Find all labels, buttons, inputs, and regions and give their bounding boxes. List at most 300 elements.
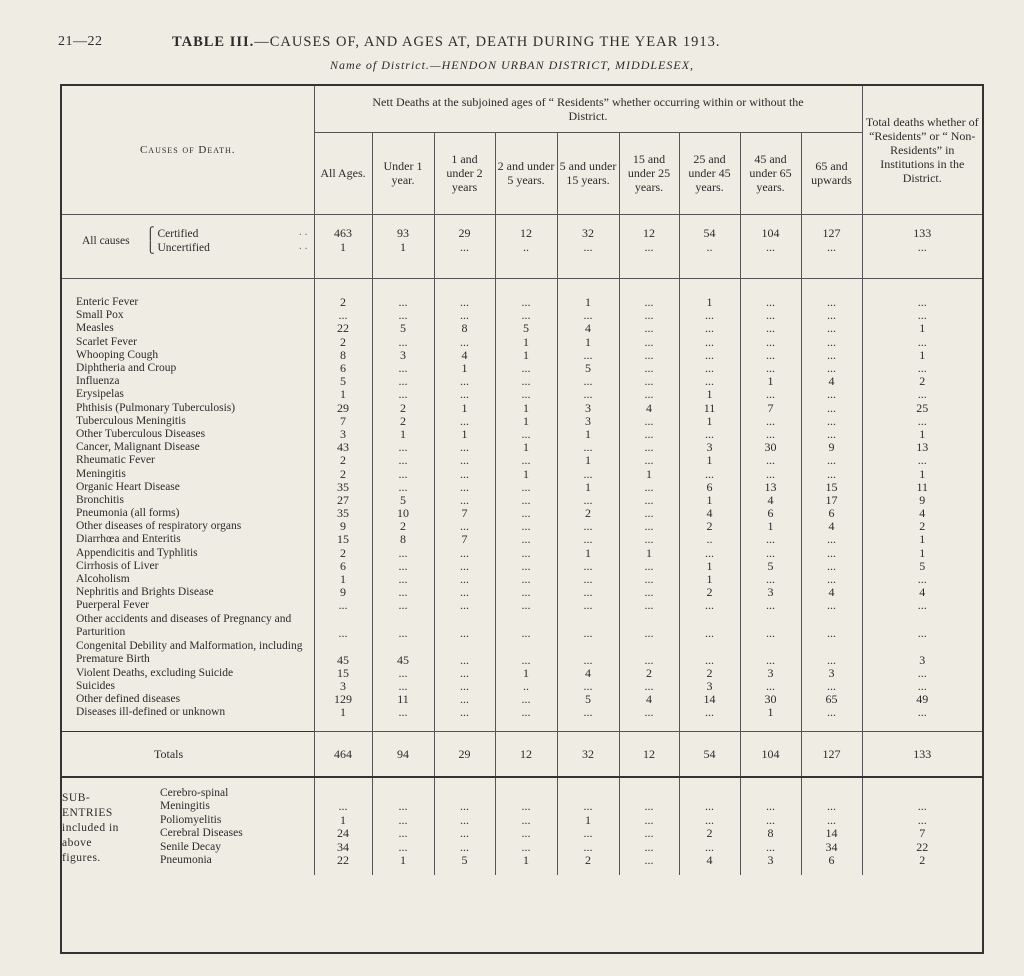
value-cell: 4	[740, 494, 801, 507]
value-cell: ...	[679, 813, 740, 827]
value-cell: 7	[434, 507, 495, 520]
spacer-cell	[862, 777, 982, 787]
spacer-cell	[372, 214, 434, 226]
value-cell: ...	[740, 680, 801, 693]
table-row	[62, 560, 982, 573]
spacer-cell	[679, 777, 740, 787]
cause-label: Puerperal Fever	[76, 599, 150, 612]
spacer-cell	[434, 214, 495, 226]
spacer-cell	[679, 278, 740, 296]
value-cell: 1	[557, 454, 619, 467]
value-cell: 15	[314, 533, 372, 546]
value-cell: ...	[619, 309, 679, 322]
value-cell: 1	[557, 296, 619, 309]
spacer-cell	[314, 254, 372, 278]
value-cell: 1	[372, 854, 434, 868]
value-cell: 1	[557, 813, 619, 827]
value-cell: 11	[372, 693, 434, 706]
value-cell: ...	[557, 240, 619, 254]
value-cell: 7	[862, 827, 982, 841]
value-cell: 2	[679, 827, 740, 841]
value-cell: 14	[801, 827, 862, 841]
value-cell: 1	[679, 296, 740, 309]
value-cell: 54	[679, 731, 740, 777]
value-cell: ...	[434, 547, 495, 560]
value-cell: 2	[862, 520, 982, 533]
value-cell: ...	[434, 415, 495, 428]
value-cell: ...	[557, 787, 619, 813]
value-cell: 464	[314, 731, 372, 777]
value-cell: ...	[740, 336, 801, 349]
value-cell: 3	[740, 854, 801, 868]
table-row	[62, 719, 982, 731]
cause-label-cell	[62, 309, 314, 322]
value-cell: 2	[372, 415, 434, 428]
value-cell: 4	[434, 349, 495, 362]
value-cell: ...	[862, 388, 982, 401]
value-cell: ...	[801, 240, 862, 254]
value-cell: 5	[557, 693, 619, 706]
value-cell: 5	[314, 375, 372, 388]
value-cell: ...	[862, 415, 982, 428]
page-header	[0, 30, 1024, 90]
table-row	[62, 214, 982, 226]
value-cell: 32	[557, 731, 619, 777]
spacer-cell	[434, 719, 495, 731]
cause-label-cell	[62, 533, 314, 546]
value-cell: 1	[495, 441, 557, 454]
cause-label: Scarlet Fever	[76, 335, 137, 348]
value-cell: ...	[434, 599, 495, 612]
cause-label: Tuberculous Meningitis	[76, 414, 186, 427]
value-cell: 45	[314, 640, 372, 667]
age-column-header: 25 and under 45 years.	[679, 132, 740, 214]
value-cell: 29	[314, 402, 372, 415]
value-cell: 1	[434, 428, 495, 441]
value-cell: 12	[619, 731, 679, 777]
cause-label: Uncertified	[157, 242, 210, 254]
brace: ⎩	[146, 242, 158, 254]
value-cell: 11	[679, 402, 740, 415]
table-row	[62, 481, 982, 494]
spacer-cell	[314, 777, 372, 787]
cause-label-cell	[62, 322, 314, 335]
cause-label: Phthisis (Pulmonary Tuberculosis)	[76, 401, 236, 414]
table-row	[62, 706, 982, 719]
value-cell: 65	[801, 693, 862, 706]
value-cell: ...	[801, 560, 862, 573]
value-cell: ...	[557, 680, 619, 693]
value-cell: ...	[372, 613, 434, 640]
value-cell: ...	[679, 309, 740, 322]
value-cell: 5	[740, 560, 801, 573]
value-cell: ...	[619, 613, 679, 640]
table-row	[62, 731, 982, 777]
value-cell: 1	[372, 240, 434, 254]
value-cell: ...	[495, 827, 557, 841]
spacer-cell	[314, 214, 372, 226]
spacer-cell	[372, 254, 434, 278]
value-cell: ...	[679, 706, 740, 719]
value-cell: ...	[372, 454, 434, 467]
value-cell: 27	[314, 494, 372, 507]
value-cell: 1	[679, 494, 740, 507]
value-cell: ...	[679, 362, 740, 375]
value-cell: ...	[557, 560, 619, 573]
value-cell: 6	[740, 507, 801, 520]
value-cell: ...	[434, 296, 495, 309]
value-cell: ...	[314, 613, 372, 640]
value-cell: ...	[740, 454, 801, 467]
value-cell: 1	[862, 547, 982, 560]
value-cell: 7	[740, 402, 801, 415]
value-cell: ...	[619, 296, 679, 309]
age-column-header: 1 and under 2 years	[434, 132, 495, 214]
causes-header: Causes of Death.	[62, 86, 314, 214]
value-cell: ...	[740, 240, 801, 254]
value-cell: ...	[862, 309, 982, 322]
value-cell: ...	[740, 573, 801, 586]
sub-entry-label-cell	[62, 854, 314, 868]
value-cell: 34	[801, 840, 862, 854]
value-cell: ...	[740, 428, 801, 441]
value-cell: 1	[314, 240, 372, 254]
value-cell: 12	[495, 226, 557, 240]
value-cell: ...	[679, 787, 740, 813]
value-cell: 22	[314, 322, 372, 335]
value-cell: ...	[801, 573, 862, 586]
value-cell: 12	[619, 226, 679, 240]
cause-label-cell	[62, 375, 314, 388]
value-cell: 12	[495, 731, 557, 777]
value-cell: ...	[801, 388, 862, 401]
value-cell: 5	[495, 322, 557, 335]
value-cell: 8	[434, 322, 495, 335]
value-cell: 2	[314, 454, 372, 467]
spacer-cell	[62, 867, 314, 875]
value-cell: ...	[619, 375, 679, 388]
value-cell: ...	[314, 787, 372, 813]
value-cell: 54	[679, 226, 740, 240]
value-cell: ...	[740, 787, 801, 813]
value-cell: ...	[495, 613, 557, 640]
value-cell: ...	[495, 560, 557, 573]
value-cell: 133	[862, 226, 982, 240]
value-cell: 1	[557, 336, 619, 349]
value-cell: ...	[801, 362, 862, 375]
spacer-cell	[495, 719, 557, 731]
cause-label-cell	[62, 336, 314, 349]
value-cell: ...	[740, 362, 801, 375]
cause-label-cell	[62, 507, 314, 520]
value-cell: ...	[495, 309, 557, 322]
value-cell: 1	[679, 415, 740, 428]
value-cell: 1	[862, 533, 982, 546]
value-cell: ...	[372, 388, 434, 401]
value-cell: ...	[495, 454, 557, 467]
value-cell: 4	[619, 402, 679, 415]
table-row	[62, 573, 982, 586]
value-cell: ...	[372, 481, 434, 494]
table-title-text: —CAUSES OF, AND AGES AT, DEATH DURING THE YEAR 1913.	[254, 34, 721, 50]
table-title-number: TABLE III.	[172, 34, 255, 50]
value-cell: ...	[801, 402, 862, 415]
spacer-cell	[619, 867, 679, 875]
cause-label-cell	[62, 296, 314, 309]
spacer-cell	[740, 777, 801, 787]
cause-label-cell	[62, 680, 314, 693]
cause-label-cell	[62, 586, 314, 599]
table-row	[62, 375, 982, 388]
value-cell: ...	[801, 349, 862, 362]
value-cell: ...	[434, 467, 495, 480]
spacer-cell	[740, 214, 801, 226]
value-cell: ...	[619, 507, 679, 520]
value-cell: 30	[740, 693, 801, 706]
spacer-cell	[372, 719, 434, 731]
value-cell: ...	[434, 309, 495, 322]
cause-label: Violent Deaths, excluding Suicide	[76, 666, 234, 679]
value-cell: 11	[862, 481, 982, 494]
sub-entry-label: Cerebral Diseases	[160, 827, 243, 840]
value-cell: ...	[862, 336, 982, 349]
age-column-header: 65 and upwards	[801, 132, 862, 214]
totals-label: Totals	[62, 731, 314, 777]
spacer-cell	[619, 254, 679, 278]
spacer-cell	[495, 777, 557, 787]
value-cell: ...	[495, 586, 557, 599]
total-deaths-header: Total deaths whether of “Residents” or “ Non-Residents” in Institutions in the District.	[862, 86, 982, 214]
value-cell: 1	[679, 573, 740, 586]
value-cell: ...	[619, 520, 679, 533]
value-cell: 25	[862, 402, 982, 415]
value-cell: 1	[679, 454, 740, 467]
value-cell: ...	[801, 428, 862, 441]
value-cell: ...	[740, 309, 801, 322]
nett-deaths-header: Nett Deaths at the subjoined ages of “ Residents” whether occurring within or without the District.	[314, 86, 862, 132]
value-cell: ...	[372, 573, 434, 586]
value-cell: ...	[862, 813, 982, 827]
value-cell: 6	[679, 481, 740, 494]
value-cell: ...	[801, 680, 862, 693]
all-causes-title: All causes	[82, 235, 130, 247]
value-cell: 1	[495, 349, 557, 362]
sub-entry-label: Senile Decay	[160, 840, 221, 853]
value-cell: ...	[619, 481, 679, 494]
value-cell: ...	[495, 428, 557, 441]
value-cell: 4	[679, 854, 740, 868]
value-cell: ...	[495, 640, 557, 667]
spacer-cell	[801, 254, 862, 278]
value-cell: 1	[619, 547, 679, 560]
value-cell: ...	[495, 787, 557, 813]
table-row	[62, 349, 982, 362]
value-cell: 1	[557, 481, 619, 494]
table-row	[62, 507, 982, 520]
age-column-header: 15 and under 25 years.	[619, 132, 679, 214]
value-cell: 6	[801, 507, 862, 520]
value-cell: ...	[619, 362, 679, 375]
spacer-cell	[495, 867, 557, 875]
cause-label-cell	[62, 467, 314, 480]
sub-entries-title: SUB-ENTRIES included in above figures.	[62, 792, 119, 865]
spacer-cell	[801, 214, 862, 226]
cause-label: Cirrhosis of Liver	[76, 559, 159, 572]
value-cell: ...	[557, 533, 619, 546]
cause-label-cell	[62, 613, 314, 640]
value-cell: 32	[557, 226, 619, 240]
value-cell: 6	[314, 560, 372, 573]
value-cell: 3	[557, 415, 619, 428]
value-cell: 8	[740, 827, 801, 841]
value-cell: ...	[619, 441, 679, 454]
value-cell: 10	[372, 507, 434, 520]
value-cell: ...	[557, 640, 619, 667]
value-cell: ...	[557, 309, 619, 322]
cause-label-cell	[62, 481, 314, 494]
age-column-header: All Ages.	[314, 132, 372, 214]
value-cell: ...	[801, 296, 862, 309]
cause-label: Congenital Debility and Malformation, including Premature Birth	[76, 640, 303, 665]
value-cell: 1	[679, 388, 740, 401]
spacer-cell	[619, 214, 679, 226]
value-cell: ...	[801, 547, 862, 560]
page-number: 21—22	[58, 34, 103, 49]
value-cell: ...	[372, 813, 434, 827]
value-cell: 2	[679, 586, 740, 599]
value-cell: 4	[801, 520, 862, 533]
value-cell: ...	[679, 599, 740, 612]
value-cell: 3	[314, 680, 372, 693]
value-cell: ...	[619, 680, 679, 693]
value-cell: ...	[740, 813, 801, 827]
spacer-cell	[862, 867, 982, 875]
value-cell: ...	[434, 336, 495, 349]
value-cell: 3	[740, 667, 801, 680]
spacer-cell	[434, 867, 495, 875]
value-cell: 1	[862, 349, 982, 362]
cause-label: Organic Heart Disease	[76, 480, 180, 493]
value-cell: ...	[557, 599, 619, 612]
value-cell: ...	[557, 706, 619, 719]
cause-label-cell	[62, 693, 314, 706]
value-cell: ...	[862, 573, 982, 586]
cause-label: Appendicitis and Typhlitis	[76, 546, 198, 559]
value-cell: ...	[372, 840, 434, 854]
value-cell: ...	[801, 599, 862, 612]
value-cell: 5	[434, 854, 495, 868]
value-cell: ...	[434, 441, 495, 454]
value-cell: 45	[372, 640, 434, 667]
value-cell: ...	[740, 640, 801, 667]
spacer-cell	[679, 254, 740, 278]
value-cell: ...	[862, 454, 982, 467]
value-cell: 1	[495, 415, 557, 428]
cause-label: Meningitis	[76, 467, 126, 480]
table-row	[62, 415, 982, 428]
table-row	[62, 867, 982, 875]
spacer-cell	[62, 278, 314, 296]
value-cell: 2	[314, 547, 372, 560]
value-cell: ...	[679, 322, 740, 335]
value-cell: ...	[619, 560, 679, 573]
value-cell: ...	[495, 693, 557, 706]
spacer-cell	[314, 719, 372, 731]
value-cell: ...	[740, 547, 801, 560]
value-cell: ...	[862, 787, 982, 813]
cause-label: Pneumonia (all forms)	[76, 507, 180, 520]
value-cell: ...	[557, 494, 619, 507]
value-cell: ...	[679, 613, 740, 640]
spacer-cell	[862, 214, 982, 226]
value-cell: 4	[619, 693, 679, 706]
table-row	[62, 854, 982, 868]
value-cell: ...	[434, 680, 495, 693]
value-cell: ...	[619, 599, 679, 612]
value-cell: ...	[495, 533, 557, 546]
table-title	[172, 34, 721, 51]
cause-label: Enteric Fever	[76, 296, 139, 309]
value-cell: 3	[372, 349, 434, 362]
spacer-cell	[801, 719, 862, 731]
age-column-header: 2 and under 5 years.	[495, 132, 557, 214]
value-cell: 104	[740, 226, 801, 240]
value-cell: 2	[557, 507, 619, 520]
spacer-cell	[495, 214, 557, 226]
value-cell: ...	[495, 706, 557, 719]
value-cell: ...	[801, 415, 862, 428]
spacer-cell	[740, 254, 801, 278]
value-cell: ...	[557, 827, 619, 841]
value-cell: ...	[557, 349, 619, 362]
value-cell: 1	[740, 706, 801, 719]
spacer-cell	[619, 278, 679, 296]
value-cell: 1	[495, 402, 557, 415]
value-cell: 2	[314, 336, 372, 349]
spacer-cell	[801, 777, 862, 787]
value-cell: ...	[619, 349, 679, 362]
spacer-cell	[679, 214, 740, 226]
spacer-cell	[62, 254, 314, 278]
value-cell: ...	[679, 349, 740, 362]
value-cell: ...	[740, 388, 801, 401]
value-cell: ...	[557, 573, 619, 586]
value-cell: 35	[314, 481, 372, 494]
value-cell: ...	[679, 640, 740, 667]
value-cell: ...	[557, 613, 619, 640]
value-cell: ...	[619, 454, 679, 467]
value-cell: ...	[801, 813, 862, 827]
value-cell: 35	[314, 507, 372, 520]
value-cell: 6	[801, 854, 862, 868]
value-cell: ...	[495, 375, 557, 388]
cause-label-cell	[62, 494, 314, 507]
cause-label: Diarrhœa and Enteritis	[76, 533, 181, 546]
value-cell: ...	[434, 706, 495, 719]
spacer-cell	[372, 777, 434, 787]
sub-entry-label: Poliomyelitis	[160, 813, 222, 826]
value-cell: ...	[862, 613, 982, 640]
table-head	[62, 86, 982, 214]
spacer-cell	[801, 278, 862, 296]
value-cell: 1	[862, 322, 982, 335]
value-cell: ...	[372, 296, 434, 309]
value-cell: 1	[862, 428, 982, 441]
spacer-cell	[434, 278, 495, 296]
cause-label-cell	[62, 640, 314, 667]
value-cell: 1	[495, 336, 557, 349]
value-cell: 2	[679, 520, 740, 533]
